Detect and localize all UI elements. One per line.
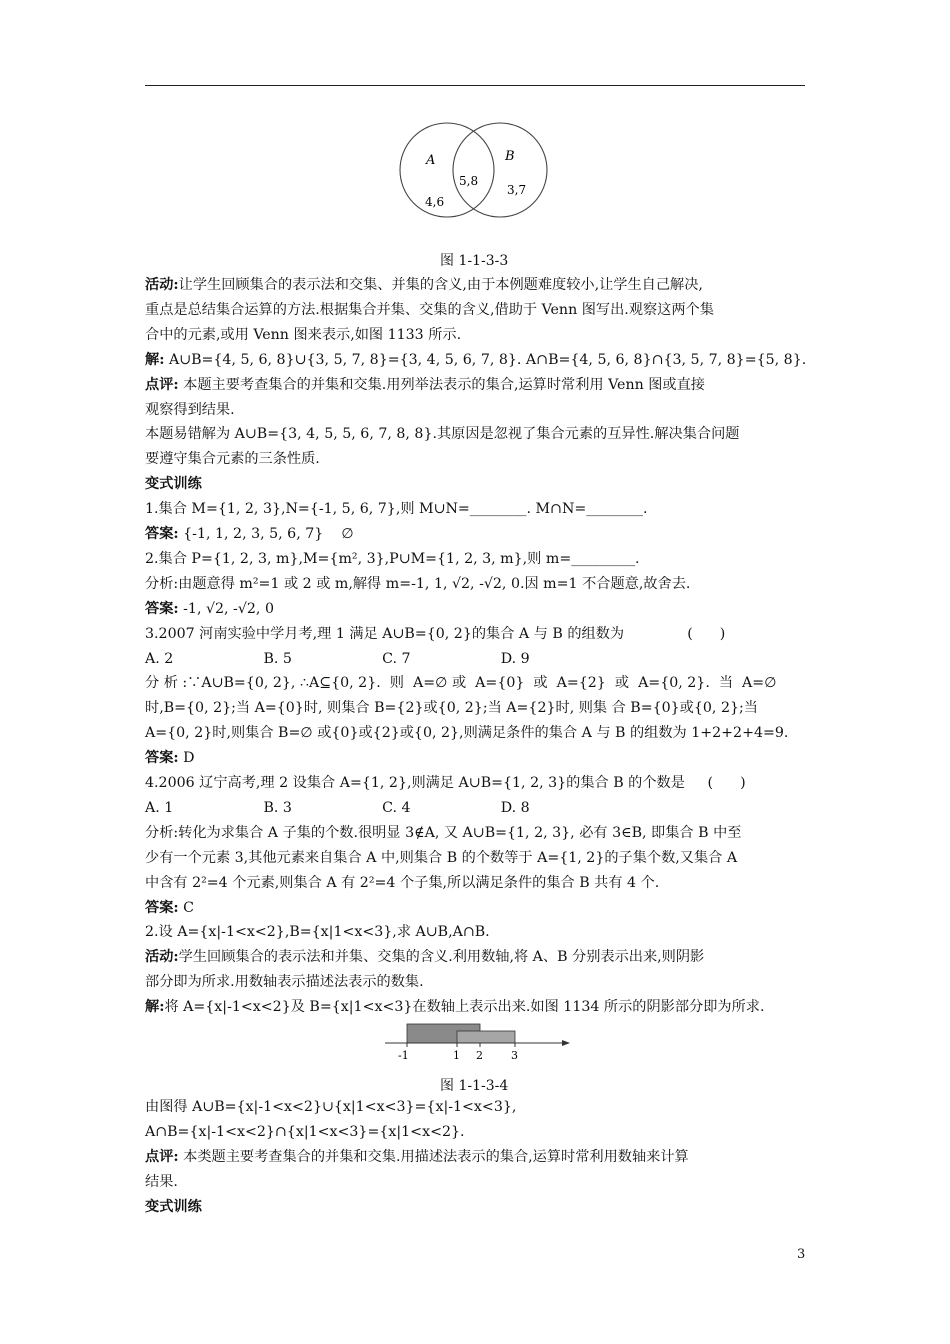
line-text: 中含有 2²=4 个元素,则集合 A 有 2²=4 个子集,所以满足条件的集合 B 共有 4 个.	[145, 874, 660, 891]
line-text: A∪B={4, 5, 6, 8}∪{3, 5, 7, 8}={3, 4, 5, 6, 7, 8}. A∩B={4, 5, 6, 8}∩{3, 5, 7, 8}={5, 8}.	[164, 351, 807, 368]
bold-label: 点评:	[145, 1148, 179, 1165]
line-text: A. 2 B. 5 C. 7 D. 9	[145, 650, 530, 667]
circle-a	[400, 123, 494, 217]
line-text: -1, √2, -√2, 0	[178, 600, 274, 617]
line-text: 学生回顾集合的表示法和并集、交集的含义.利用数轴,将 A、B 分别表示出来,则阴影	[178, 949, 705, 966]
text-line	[145, 450, 320, 468]
line-text: 部分即为所求.用数轴表示描述法表示的数集.	[145, 974, 424, 991]
text-line	[145, 724, 788, 742]
label-b: B	[505, 149, 515, 164]
line-text: 分析:由题意得 m²=1 或 2 或 m,解得 m=-1, 1, √2, -√2, 0.因 m=1 不合题意,故舍去.	[145, 575, 691, 592]
venn-diagram	[395, 118, 560, 223]
text-line	[145, 600, 274, 618]
text-line	[145, 650, 530, 668]
tick-label-3: 3	[511, 1049, 518, 1062]
text-line	[145, 1173, 178, 1191]
bold-label: 答案:	[145, 526, 179, 542]
bold-label: 变式训练	[145, 476, 202, 493]
text-line	[145, 774, 746, 792]
line-text: 4.2006 辽宁高考,理 2 设集合 A={1, 2},则满足 A∪B={1, 2, 3}的集合 B 的个数是 ( )	[145, 775, 746, 791]
line-text: 本类题主要考查集合的并集和交集.用描述法表示的集合,运算时常利用数轴来计算	[178, 1148, 689, 1165]
circle-b	[453, 123, 547, 217]
text-line	[145, 948, 704, 966]
text-line	[145, 425, 739, 443]
line-text: 要遵守集合元素的三条性质.	[145, 451, 320, 468]
text-line	[145, 351, 806, 369]
text-line	[145, 376, 705, 394]
line-text: 本题主要考查集合的并集和交集.用列举法表示的集合,运算时常利用 Venn 图或直接	[178, 376, 705, 393]
text-line	[145, 575, 690, 593]
line-text: A∩B={x|-1<x<2}∩{x|1<x<3}={x|1<x<2}.	[145, 1123, 465, 1140]
line-text: 2.集合 P={1, 2, 3, m},M={m², 3},P∪M={1, 2, 3, m},则 m=_________.	[145, 550, 640, 567]
region-a-only: 4,6	[425, 195, 445, 209]
text-line	[145, 799, 530, 817]
line-text: D	[178, 750, 195, 767]
line-text: 1.集合 M={1, 2, 3},N={-1, 5, 6, 7},则 M∪N=________. M∩N=________.	[145, 501, 648, 518]
header-rule	[145, 85, 805, 86]
text-line	[145, 874, 659, 892]
bold-label: 变式训练	[145, 1198, 202, 1215]
text-line	[145, 326, 461, 344]
text-line	[145, 1098, 516, 1116]
text-line	[145, 1198, 202, 1216]
line-text: 将 A={x|-1<x<2}及 B={x|1<x<3}在数轴上表示出来.如图 1134 所示的阴影部分即为所求.	[164, 999, 765, 1016]
region-b-only: 3,7	[507, 183, 527, 197]
line-text: 3.2007 河南实验中学月考,理 1 满足 A∪B={0, 2}的集合 A 与 B 的组数为 ( )	[145, 625, 726, 642]
text-line	[145, 525, 354, 543]
line-text: 本题易错解为 A∪B={3, 4, 5, 5, 6, 7, 8, 8}.其原因是忽视了集合元素的互异性.解决集合问题	[145, 426, 740, 443]
axis-arrow	[562, 1040, 570, 1046]
line-text: 结果.	[145, 1173, 178, 1190]
page-number: 3	[797, 1247, 806, 1262]
text-line	[145, 1148, 689, 1166]
text-line	[145, 401, 235, 419]
tick-label-neg1: -1	[398, 1049, 409, 1062]
line-text: {-1, 1, 2, 3, 5, 6, 7} ∅	[178, 526, 354, 542]
tick-label-1: 1	[453, 1049, 460, 1062]
text-line	[145, 824, 741, 842]
line-text: 少有一个元素 3,其他元素来自集合 A 中,则集合 B 的个数等于 A={1, 2}的子集个数,又集合 A	[145, 849, 738, 866]
line-text: 合中的元素,或用 Venn 图来表示,如图 1133 所示.	[145, 326, 462, 343]
text-line	[145, 1123, 465, 1141]
bold-label: 解:	[145, 999, 165, 1016]
text-line	[145, 749, 195, 767]
text-line	[145, 674, 777, 692]
bold-label: 答案:	[145, 750, 179, 767]
venn-caption: 图 1-1-3-3	[440, 253, 509, 269]
text-line	[145, 276, 703, 294]
text-line	[145, 923, 490, 941]
bold-label: 活动:	[145, 277, 179, 293]
bold-label: 答案:	[145, 899, 179, 916]
line-text: 由图得 A∪B={x|-1<x<2}∪{x|1<x<3}={x|-1<x<3},	[145, 1099, 517, 1115]
text-line	[145, 998, 765, 1016]
bold-label: 活动:	[145, 949, 179, 966]
region-intersection: 5,8	[459, 174, 479, 188]
text-line	[145, 550, 640, 568]
text-line	[145, 699, 758, 717]
label-a: A	[426, 153, 436, 168]
text-line	[145, 500, 648, 518]
bold-label: 答案:	[145, 600, 179, 617]
text-line	[145, 849, 737, 867]
interval-b-shade	[457, 1031, 515, 1043]
line-text: A={0, 2}时,则集合 B=∅ 或{0}或{2}或{0, 2},则满足条件的集合 A 与 B 的组数为 1+2+2+4=9.	[145, 725, 789, 742]
tick-label-2: 2	[476, 1049, 483, 1062]
line-text: 分析:转化为求集合 A 子集的个数.很明显 3∉A, 又 A∪B={1, 2, 3}, 必有 3∈B, 即集合 B 中至	[145, 824, 742, 841]
line-text: 让学生回顾集合的表示法和交集、并集的含义,由于本例题难度较小,让学生自己解决,	[178, 277, 703, 293]
number-line-diagram	[380, 1020, 575, 1062]
line-text: 观察得到结果.	[145, 401, 235, 418]
bold-label: 点评:	[145, 376, 179, 393]
text-line	[145, 899, 194, 917]
line-text: 时,B={0, 2};当 A={0}时, 则集合 B={2}或{0, 2};当 A={2}时, 则集 合 B={0}或{0, 2};当	[145, 700, 758, 717]
text-line	[145, 973, 424, 991]
line-text: A. 1 B. 3 C. 4 D. 8	[145, 799, 530, 816]
line-text: C	[178, 899, 194, 916]
line-text: 分 析 :∵A∪B={0, 2}, ∴A⊆{0, 2}. 则 A=∅ 或 A={0} 或 A={2} 或 A={0, 2}. 当 A=∅	[145, 675, 777, 692]
bold-label: 解:	[145, 351, 165, 368]
line-text: 重点是总结集合运算的方法.根据集合并集、交集的含义,借助于 Venn 图写出.观察这两个集	[145, 301, 714, 318]
text-line	[145, 475, 202, 493]
line-text: 2.设 A={x|-1<x<2},B={x|1<x<3},求 A∪B,A∩B.	[145, 924, 490, 941]
text-line	[145, 625, 725, 643]
numberline-caption: 图 1-1-3-4	[440, 1078, 509, 1094]
text-line	[145, 301, 714, 319]
